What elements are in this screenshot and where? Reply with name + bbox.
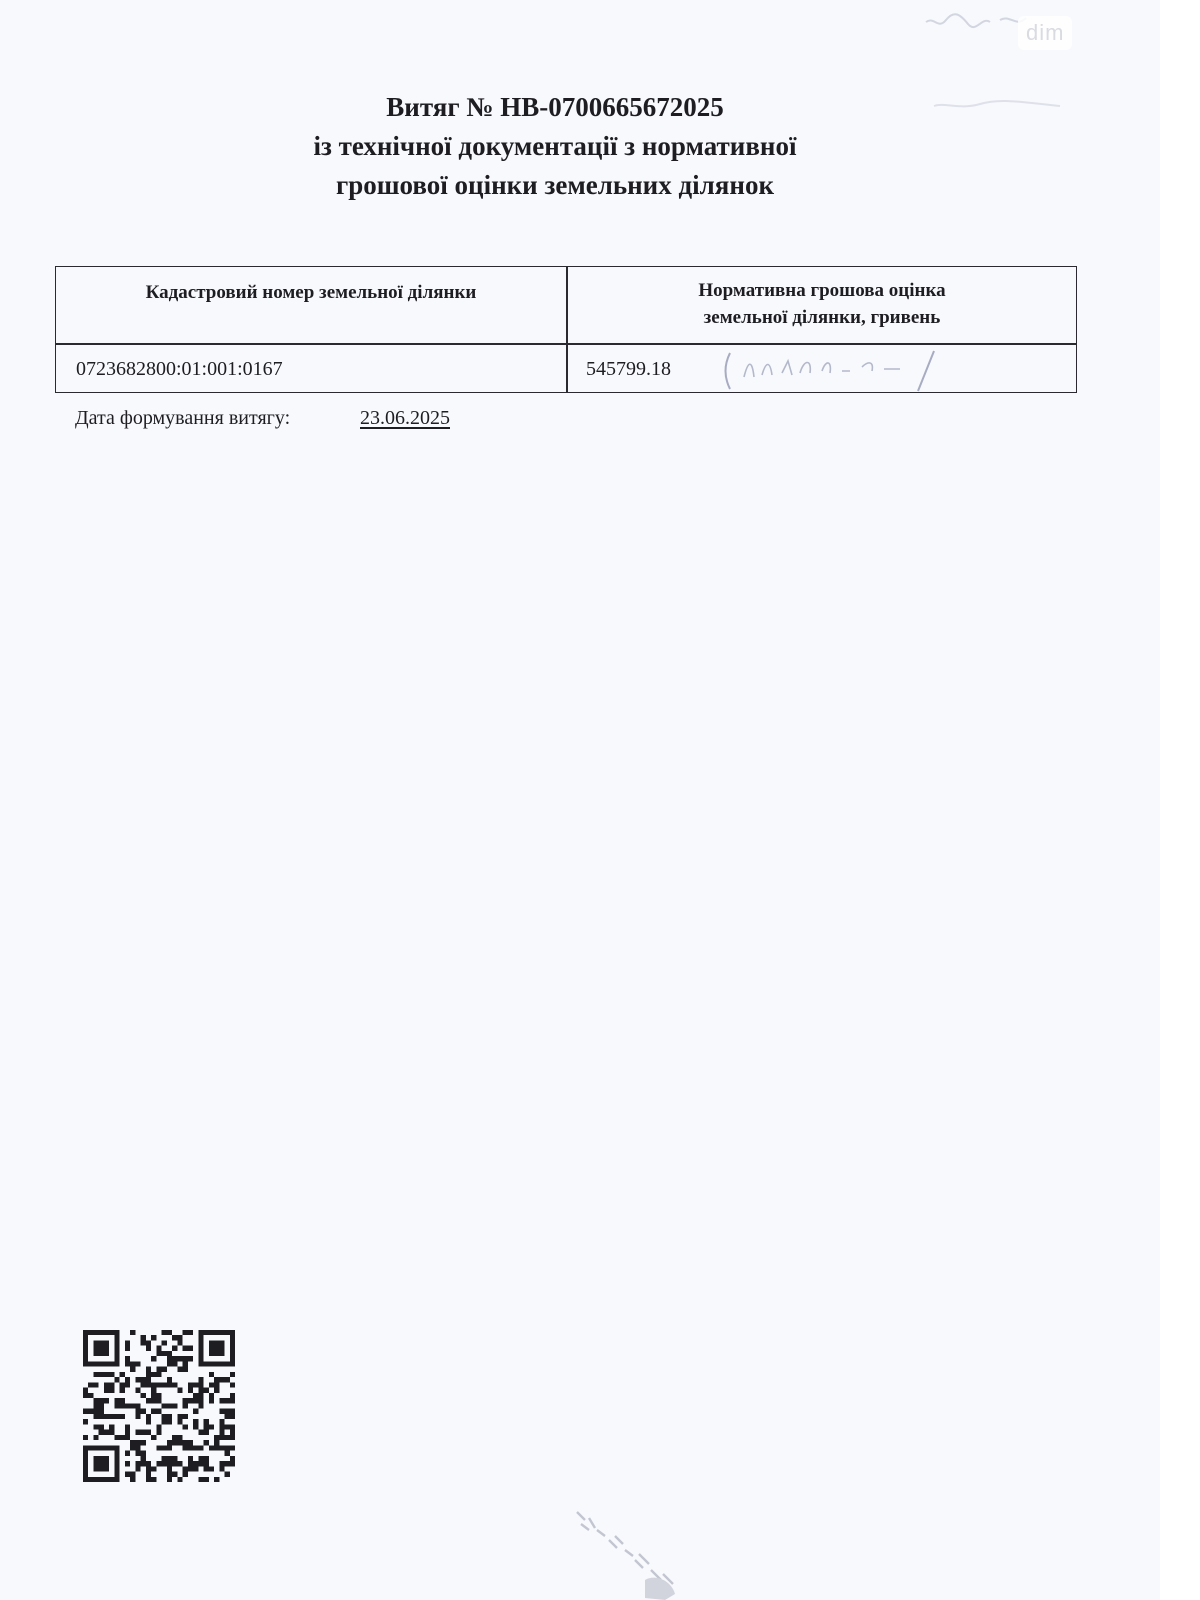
title-line-number: Витяг № НВ-0700665672025 bbox=[386, 92, 724, 122]
stamp-trace bbox=[575, 1510, 695, 1600]
date-value: 23.06.2025 bbox=[360, 407, 450, 429]
header-cadastral-number: Кадастровий номер земельної ділянки bbox=[145, 282, 477, 303]
watermark-logo: dim bbox=[1018, 16, 1072, 50]
qr-code[interactable] bbox=[83, 1330, 235, 1482]
title-line-3: грошової оцінки земельних ділянок bbox=[335, 170, 775, 200]
header-valuation: Нормативна грошова оцінка земельної ділянки, гривень bbox=[698, 280, 946, 328]
document-title bbox=[0, 88, 1110, 205]
title-line-2: із технічної документації з нормативної bbox=[313, 131, 797, 161]
date-line bbox=[75, 405, 450, 431]
table-row-divider bbox=[56, 343, 1076, 345]
handwritten-note bbox=[722, 347, 972, 395]
page-edge bbox=[1160, 0, 1200, 1600]
date-label: Дата формування витягу: bbox=[75, 407, 291, 429]
cell-cadastral-number: 0723682800:01:001:0167 bbox=[76, 358, 283, 380]
cell-valuation: 545799.18 bbox=[586, 358, 671, 380]
